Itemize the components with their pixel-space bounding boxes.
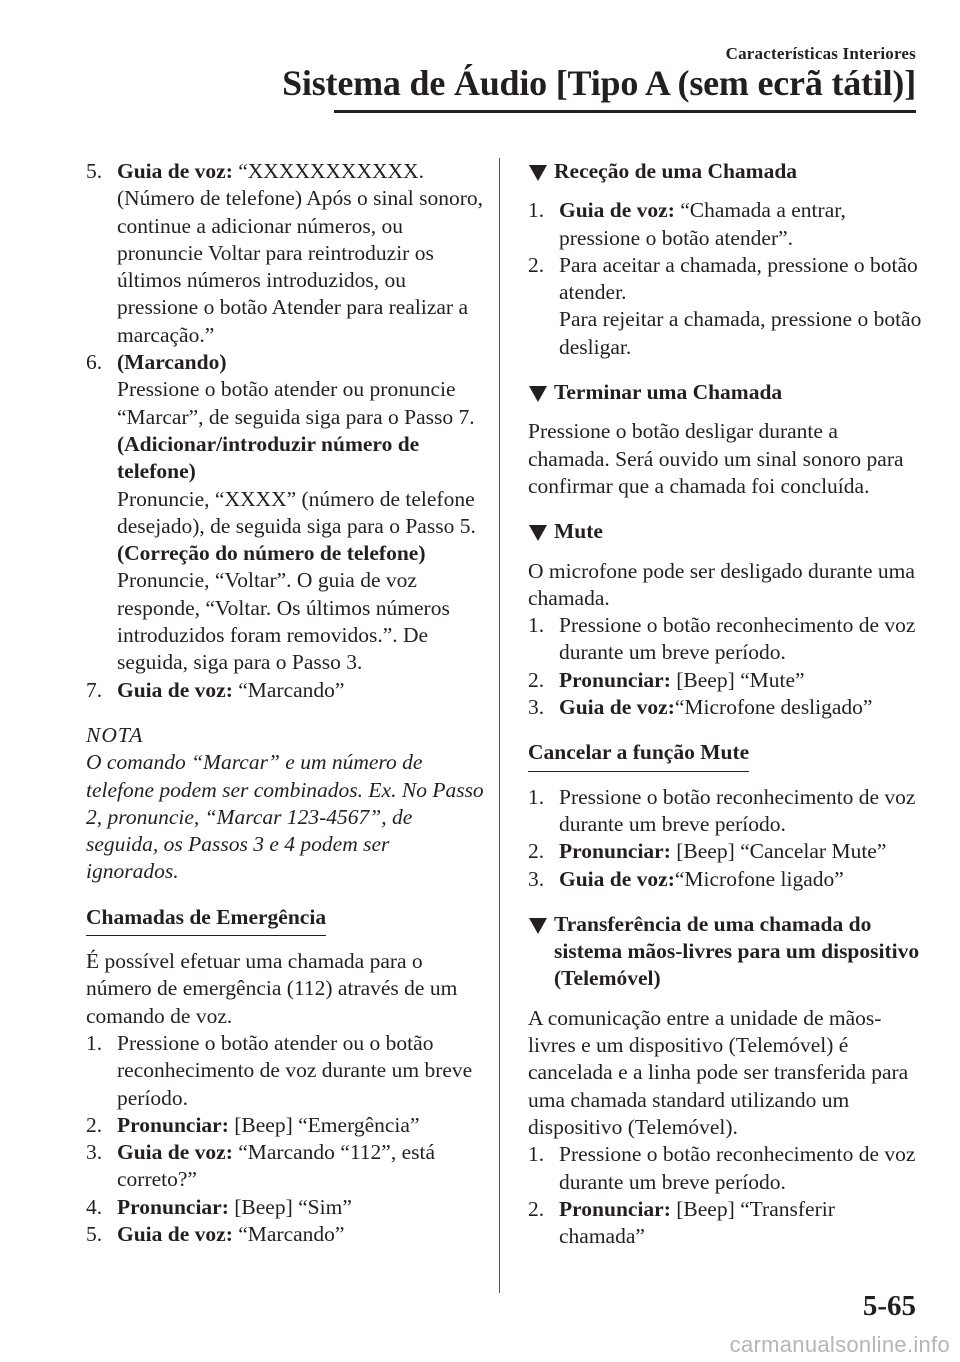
step-label: Pronunciar: (559, 1196, 671, 1221)
transfer-step (528, 1196, 924, 1251)
receive-step (528, 197, 924, 252)
step-number: 2. (86, 1112, 103, 1137)
step-number: 1. (528, 613, 545, 638)
step-label: Pronunciar: (559, 839, 671, 864)
unmute-step (528, 866, 924, 893)
step-label: Pronunciar: (117, 1112, 229, 1137)
nota-text: O comando “Marcar” e um número de telefone podem ser combinados. Ex. No Passo 2, pronuncie, “Marcar 123-4567”, de seguida, os Passos 3 e 4 podem ser ignorados. (86, 750, 484, 884)
transfer-section (528, 911, 924, 1251)
step-label: Guia de voz: (117, 159, 233, 183)
mute-intro: O microfone pode ser desligado durante uma chamada. (528, 558, 915, 610)
header-rule (334, 110, 916, 113)
step-number: 2. (528, 839, 545, 864)
step-sublabel: (Adicionar/introduzir número de telefone) (117, 431, 420, 484)
mute-step (528, 694, 924, 721)
step-text: Para aceitar a chamada, pressione o botão atender. (559, 252, 918, 305)
end-text: Pressione o botão desligar durante a chamada. Será ouvido um sinal sonoro para confirmar que a chamada foi concluída. (528, 419, 904, 498)
step-text: Pronuncie, “XXXX” (número de telefone desejado), de seguida siga para o Passo 5. (117, 486, 476, 538)
triangle-down-icon (528, 915, 548, 935)
watermark: carmanualsonline.info (729, 1332, 950, 1357)
step-number: 4. (86, 1194, 103, 1219)
step-text: [Beep] “Transferir chamada” (559, 1196, 835, 1249)
mute-step (528, 612, 924, 667)
emergency-step (86, 1194, 486, 1221)
step-number: 1. (86, 1030, 103, 1055)
emergency-intro: É possível efetuar uma chamada para o número de emergência (112) através de um comando de voz. (86, 949, 458, 1028)
step-text: Pressione o botão reconhecimento de voz durante um breve período. (559, 613, 916, 665)
step-text: Para rejeitar a chamada, pressione o botão desligar. (559, 307, 922, 359)
transfer-intro: A comunicação entre a unidade de mãos-livres e um dispositivo (Telemóvel) é cancelada e a linha pode ser transferida para uma chamada standard utilizando um dispositivo (Telemóvel). (528, 1005, 909, 1139)
step-text: [Beep] “Emergência” (228, 1112, 420, 1137)
transfer-heading (528, 911, 924, 993)
heading-text: Terminar uma Chamada (554, 380, 783, 405)
step-text: [Beep] “Cancelar Mute” (670, 839, 887, 864)
mute-section (528, 518, 924, 721)
unmute-step (528, 838, 924, 865)
step-text: Pressione o botão atender ou o botão reconhecimento de voz durante um breve período. (117, 1030, 473, 1110)
step-number: 7. (86, 677, 103, 702)
step-number: 2. (528, 667, 545, 692)
triangle-down-icon (528, 522, 548, 542)
page-header (0, 0, 960, 120)
chapter-title: Sistema de Áudio [Tipo A (sem ecrã tátil)] (282, 63, 916, 103)
section-label: Características Interiores (725, 44, 916, 63)
step-text: “Marcando” (232, 677, 345, 702)
step-sublabel: (Correção do número de telefone) (117, 541, 426, 566)
triangle-down-icon (528, 383, 548, 403)
end-heading (528, 379, 924, 406)
right-column (528, 158, 924, 1250)
step-text: Pressione o botão reconhecimento de voz durante um breve período. (559, 1142, 916, 1194)
step-5 (86, 158, 486, 349)
step-number: 3. (528, 866, 545, 891)
receive-heading (528, 158, 924, 185)
step-number: 5. (86, 159, 103, 183)
step-label: Guia de voz: (117, 677, 233, 702)
transfer-step (528, 1141, 924, 1196)
mute-heading (528, 518, 924, 545)
step-text: [Beep] “Mute” (670, 667, 805, 692)
step-number: 6. (86, 350, 103, 375)
step-number: 1. (528, 198, 545, 223)
step-text: Pronuncie, “Voltar”. O guia de voz responde, “Voltar. Os últimos números introduzidos foram removidos.”. De seguida, siga para o Passo 3. (117, 568, 450, 675)
step-label: Guia de voz: (559, 198, 675, 223)
step-label: Guia de voz: (559, 866, 675, 891)
heading-text: Transferência de uma chamada do sistema mãos-livres para um dispositivo (Telemóvel) (554, 911, 920, 991)
step-number: 3. (528, 695, 545, 720)
step-number: 2. (528, 1196, 545, 1221)
emergency-step (86, 1221, 486, 1248)
heading-text: Receção de uma Chamada (554, 159, 798, 183)
nota-label: NOTA (86, 722, 144, 747)
emergency-step (86, 1030, 486, 1112)
receive-step (528, 252, 924, 361)
unmute-step (528, 784, 924, 839)
step-text: “XXXXXXXXXXX. (Número de telefone) Após o sinal sonoro, continue a adicionar números, ou pronuncie Voltar para reintroduzir os últimos números introduzidos, ou pressione o botão Atender para realizar a marcação.” (117, 159, 484, 347)
step-text: “Chamada a entrar, pressione o botão atender”. (559, 198, 846, 250)
left-column (86, 158, 486, 1248)
step-number: 1. (528, 784, 545, 809)
step-label: Guia de voz: (117, 1140, 233, 1165)
step-text: “Marcando “112”, está correto?” (117, 1140, 436, 1192)
emergency-heading: Chamadas de Emergência (86, 904, 326, 936)
step-number: 2. (528, 252, 545, 277)
emergency-step (86, 1139, 486, 1194)
emergency-section (86, 904, 486, 1249)
unmute-section (528, 739, 924, 892)
mute-step (528, 667, 924, 694)
step-text: “Marcando” (232, 1221, 345, 1246)
end-section (528, 379, 924, 500)
step-label: Guia de voz: (559, 695, 675, 720)
step-text: [Beep] “Sim” (228, 1194, 352, 1219)
step-text: Pressione o botão atender ou pronuncie “Marcar”, de seguida siga para o Passo 7. (117, 377, 475, 429)
triangle-down-icon (528, 162, 548, 182)
step-label: Guia de voz: (117, 1221, 233, 1246)
step-number: 3. (86, 1140, 103, 1165)
step-6 (86, 349, 486, 677)
step-text: “Microfone desligado” (674, 695, 873, 720)
step-label: Pronunciar: (559, 667, 671, 692)
step-number: 1. (528, 1142, 545, 1167)
column-divider (499, 158, 500, 1293)
emergency-step (86, 1112, 486, 1139)
heading-text: Mute (554, 519, 603, 544)
step-label: (Marcando) (117, 350, 227, 375)
step-number: 5. (86, 1221, 103, 1246)
receive-section (528, 158, 924, 361)
step-text: Pressione o botão reconhecimento de voz durante um breve período. (559, 784, 916, 836)
step-text: “Microfone ligado” (674, 866, 844, 891)
page-number: 5-65 (862, 1290, 916, 1322)
step-7 (86, 677, 486, 704)
step-label: Pronunciar: (117, 1194, 229, 1219)
unmute-heading: Cancelar a função Mute (528, 739, 749, 771)
